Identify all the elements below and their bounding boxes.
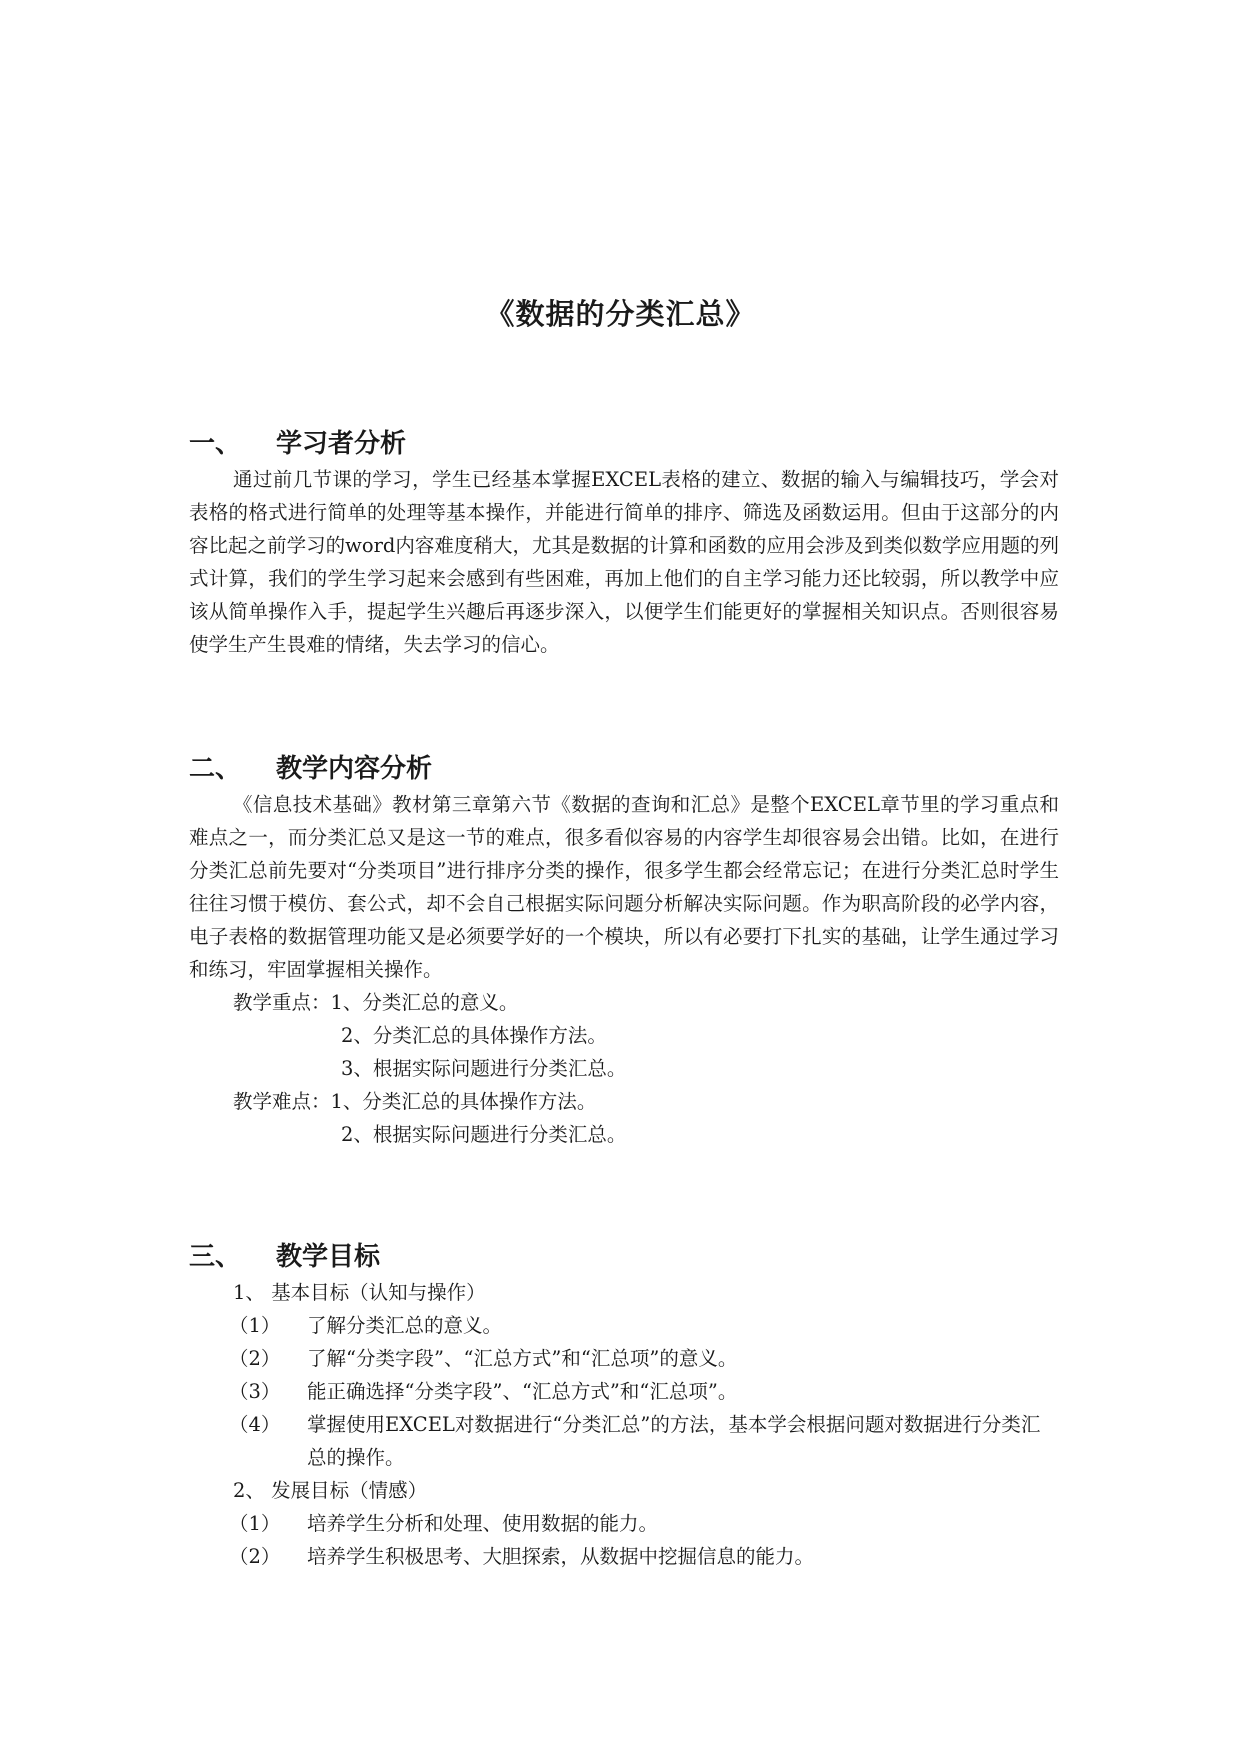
section-learner-analysis [189, 423, 1059, 661]
difficult-points-line [189, 1085, 1059, 1118]
goal-group-title: 2、 发展目标（情感） [233, 1479, 428, 1502]
goal-item [189, 1408, 1059, 1474]
goal-text: 掌握使用EXCEL对数据进行“分类汇总”的方法，基本学会根据问题对数据进行分类汇总的操作。 [307, 1413, 1041, 1469]
goal-group-title: 1、 基本目标（认知与操作） [233, 1281, 486, 1304]
section-heading [189, 423, 1059, 463]
goal-item [189, 1540, 1059, 1573]
difficult-point-item: 2、根据实际问题进行分类汇总。 [341, 1123, 627, 1146]
difficult-point-item: 1、分类汇总的具体操作方法。 [330, 1090, 597, 1113]
goal-text: 了解“分类字段”、“汇总方式”和“汇总项”的意义。 [307, 1347, 738, 1370]
goal-item [189, 1342, 1059, 1375]
key-point-item: 2、分类汇总的具体操作方法。 [341, 1024, 607, 1047]
goal-text: 培养学生分析和处理、使用数据的能力。 [307, 1512, 659, 1535]
goal-text: 能正确选择“分类字段”、“汇总方式”和“汇总项”。 [307, 1380, 738, 1403]
section-heading [189, 1236, 1059, 1276]
section-number: 二、 [189, 754, 242, 784]
section-title: 学习者分析 [276, 429, 407, 459]
goal-number: （1） [229, 1314, 281, 1337]
section-title: 教学内容分析 [276, 754, 433, 784]
key-point-item: 3、根据实际问题进行分类汇总。 [341, 1057, 627, 1080]
section-teaching-goals [189, 1236, 1059, 1573]
goal-text: 培养学生积极思考、大胆探索，从数据中挖掘信息的能力。 [307, 1545, 815, 1568]
section-number: 三、 [189, 1242, 242, 1272]
section-number: 一、 [189, 429, 242, 459]
document-title: 《数据的分类汇总》 [485, 297, 756, 331]
section-content-analysis [189, 748, 1059, 1151]
goal-item [189, 1507, 1059, 1540]
goal-item [189, 1375, 1059, 1408]
difficult-points-label: 教学难点： [233, 1090, 331, 1113]
section-heading [189, 748, 1059, 788]
key-points-label: 教学重点： [233, 991, 331, 1014]
key-points-line [189, 986, 1059, 1019]
goal-item [189, 1309, 1059, 1342]
section-paragraph: 《信息技术基础》教材第三章第六节《数据的查询和汇总》是整个EXCEL章节里的学习重点和难点之一，而分类汇总又是这一节的难点，很多看似容易的内容学生却很容易会出错。比如，在进行分类汇总前先要对“分类项目”进行排序分类的操作，很多学生都会经常忘记；在进行分类汇总时学生往往习惯于模仿、套公式，却不会自己根据实际问题分析解决实际问题。作为职高阶段的必学内容，电子表格的数据管理功能又是必须要学好的一个模块，所以有必要打下扎实的基础，让学生通过学习和练习，牢固掌握相关操作。 [189, 793, 1059, 981]
goal-number: （4） [229, 1413, 281, 1436]
key-point-item: 1、分类汇总的意义。 [330, 991, 519, 1014]
goal-text: 了解分类汇总的意义。 [307, 1314, 503, 1337]
goal-number: （2） [229, 1347, 281, 1370]
section-title: 教学目标 [276, 1242, 381, 1272]
goal-number: （2） [229, 1545, 281, 1568]
section-paragraph: 通过前几节课的学习，学生已经基本掌握EXCEL表格的建立、数据的输入与编辑技巧，学会对表格的格式进行简单的处理等基本操作，并能进行简单的排序、筛选及函数运用。但由于这部分的内容比起之前学习的word内容难度稍大，尤其是数据的计算和函数的应用会涉及到类似数学应用题的列式计算，我们的学生学习起来会感到有些困难，再加上他们的自主学习能力还比较弱，所以教学中应该从简单操作入手，提起学生兴趣后再逐步深入，以便学生们能更好的掌握相关知识点。否则很容易使学生产生畏难的情绪，失去学习的信心。 [189, 468, 1059, 656]
goal-number: （3） [229, 1380, 281, 1403]
goal-number: （1） [229, 1512, 281, 1535]
